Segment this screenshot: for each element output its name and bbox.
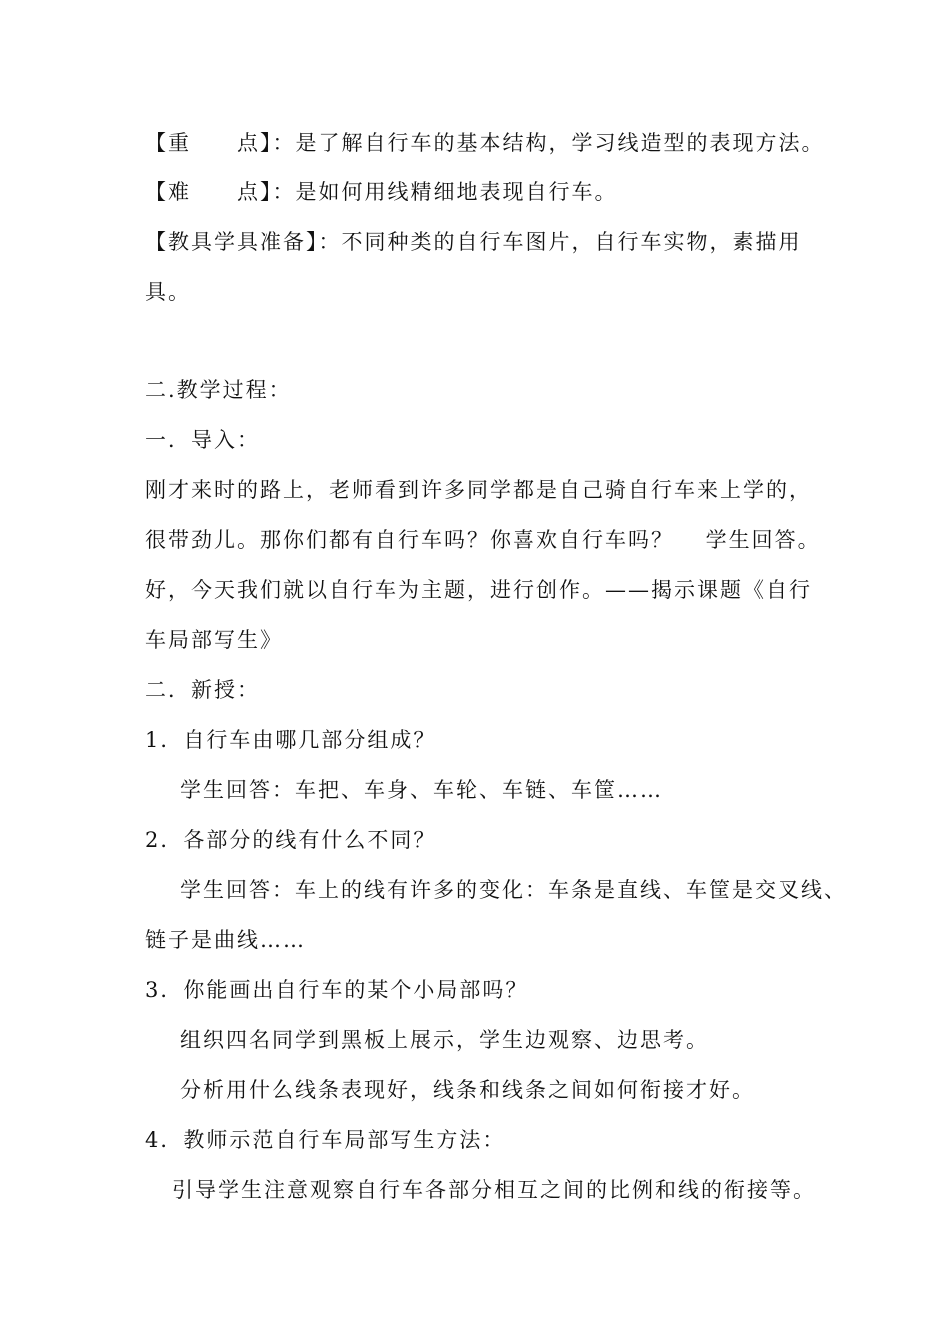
answer-2-line-2: 链子是曲线……: [145, 928, 306, 952]
question-1: 1．自行车由哪几部分组成？: [145, 728, 437, 752]
teaching-aids-line: 【教具学具准备】：不同种类的自行车图片，自行车实物，素描用: [145, 230, 802, 254]
intro-heading: 一．导入：: [145, 428, 260, 452]
intro-paragraph-line-2: 很带劲儿。那你们都有自行车吗？你喜欢自行车吗？ 学生回答。: [145, 528, 821, 552]
process-heading: 二.教学过程：: [145, 378, 292, 402]
teaching-aids-line-cont: 具。: [145, 280, 191, 304]
activity-3-line-2: 分析用什么线条表现好，线条和线条之间如何衔接才好。: [180, 1078, 755, 1102]
intro-paragraph-line-3: 好，今天我们就以自行车为主题，进行创作。——揭示课题《自行: [145, 578, 812, 602]
intro-paragraph-line-1: 刚才来时的路上，老师看到许多同学都是自己骑自行车来上学的，: [145, 478, 812, 502]
step-4-heading: 4．教师示范自行车局部写生方法：: [145, 1128, 506, 1152]
difficult-point-line: 【难 点】：是如何用线精细地表现自行车。: [145, 180, 618, 204]
answer-2-line-1: 学生回答：车上的线有许多的变化：车条是直线、车筐是交叉线、: [180, 878, 847, 902]
new-lesson-heading: 二．新授：: [145, 678, 260, 702]
key-point-line: 【重 点】：是了解自行车的基本结构，学习线造型的表现方法。: [145, 131, 825, 155]
answer-1: 学生回答：车把、车身、车轮、车链、车筐……: [180, 778, 663, 802]
intro-paragraph-line-4: 车局部写生》: [145, 628, 283, 652]
step-4-guidance: 引导学生注意观察自行车各部分相互之间的比例和线的衔接等。: [172, 1178, 816, 1202]
activity-3-line-1: 组织四名同学到黑板上展示，学生边观察、边思考。: [180, 1028, 709, 1052]
question-3: 3．你能画出自行车的某个小局部吗？: [145, 978, 529, 1002]
question-2: 2．各部分的线有什么不同？: [145, 828, 437, 852]
